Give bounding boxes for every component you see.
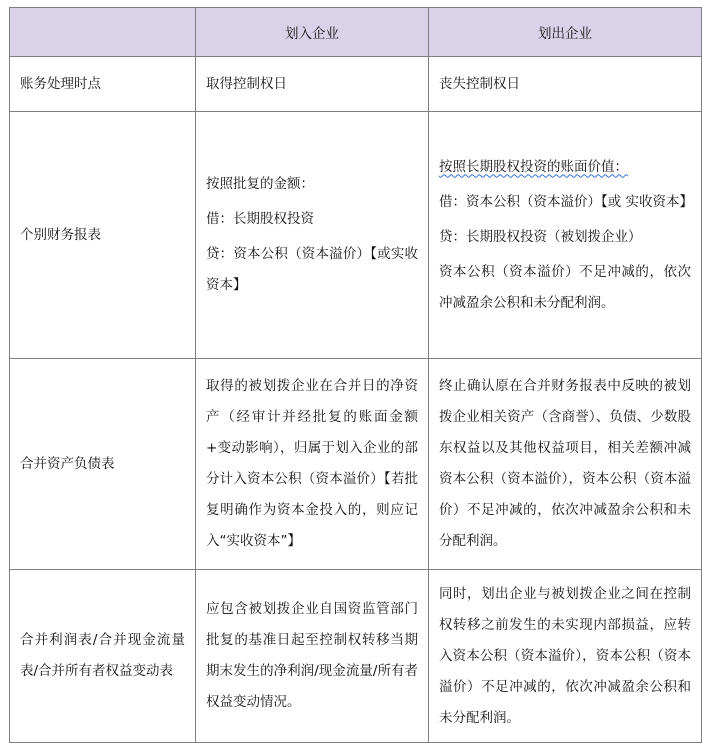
transferor-cell: 终止确认原在合并财务报表中反映的被划拨企业相关资产（含商誉）、负债、少数股东权益以及其他权益项目，相关差额冲减资本公积（资本溢价），资本公积（资本溢价）不足冲减的，依次冲减盈余公积和未分配利润。 <box>429 359 702 570</box>
transferor-cell: 按照长期股权投资的账面价值： 借：资本公积（资本溢价）【或 实收资本】 贷：长期股权投资（被划拨企业） 资本公积（资本溢价）不足冲减的，依次冲减盈余公积和未分配利润。 <box>429 112 702 359</box>
row-label: 合并资产负债表 <box>10 359 196 570</box>
transferor-cell: 同时，划出企业与被划拨企业之间在控制权转移之前发生的未实现内部损益，应转入资本公积（资本溢价），资本公积（资本溢价）不足冲减的，依次冲减盈余公积和未分配利润。 <box>429 570 702 743</box>
header-empty <box>10 8 196 57</box>
table-row <box>10 112 702 359</box>
transferor-cell: 丧失控制权日 <box>429 57 702 112</box>
accounting-table-container <box>9 7 702 743</box>
header-row <box>10 8 702 57</box>
transferee-cell: 取得控制权日 <box>196 57 429 112</box>
header-transferee: 划入企业 <box>196 8 429 57</box>
row-label: 合并利润表/合并现金流量表/合并所有者权益变动表 <box>10 570 196 743</box>
row-label: 个别财务报表 <box>10 112 196 359</box>
header-transferor: 划出企业 <box>429 8 702 57</box>
table-row <box>10 359 702 570</box>
spellcheck-underlined-text: 按照长期股权投资的账面价值： <box>439 158 628 175</box>
accounting-table <box>9 7 702 743</box>
transferee-cell: 按照批复的金额： 借：长期股权投资 贷：资本公积（资本溢价）【或实收资本】 <box>196 112 429 359</box>
table-row <box>10 570 702 743</box>
table-row <box>10 57 702 112</box>
transferee-cell: 取得的被划拨企业在合并日的净资产（经审计并经批复的账面金额+变动影响），归属于划入企业的部分计入资本公积（资本溢价）【若批复明确作为资本金投入的，则应记入“实收资本”】 <box>196 359 429 570</box>
row-label: 账务处理时点 <box>10 57 196 112</box>
transferee-cell: 应包含被划拨企业自国资监管部门批复的基准日起至控制权转移当期期末发生的净利润/现金流量/所有者权益变动情况。 <box>196 570 429 743</box>
